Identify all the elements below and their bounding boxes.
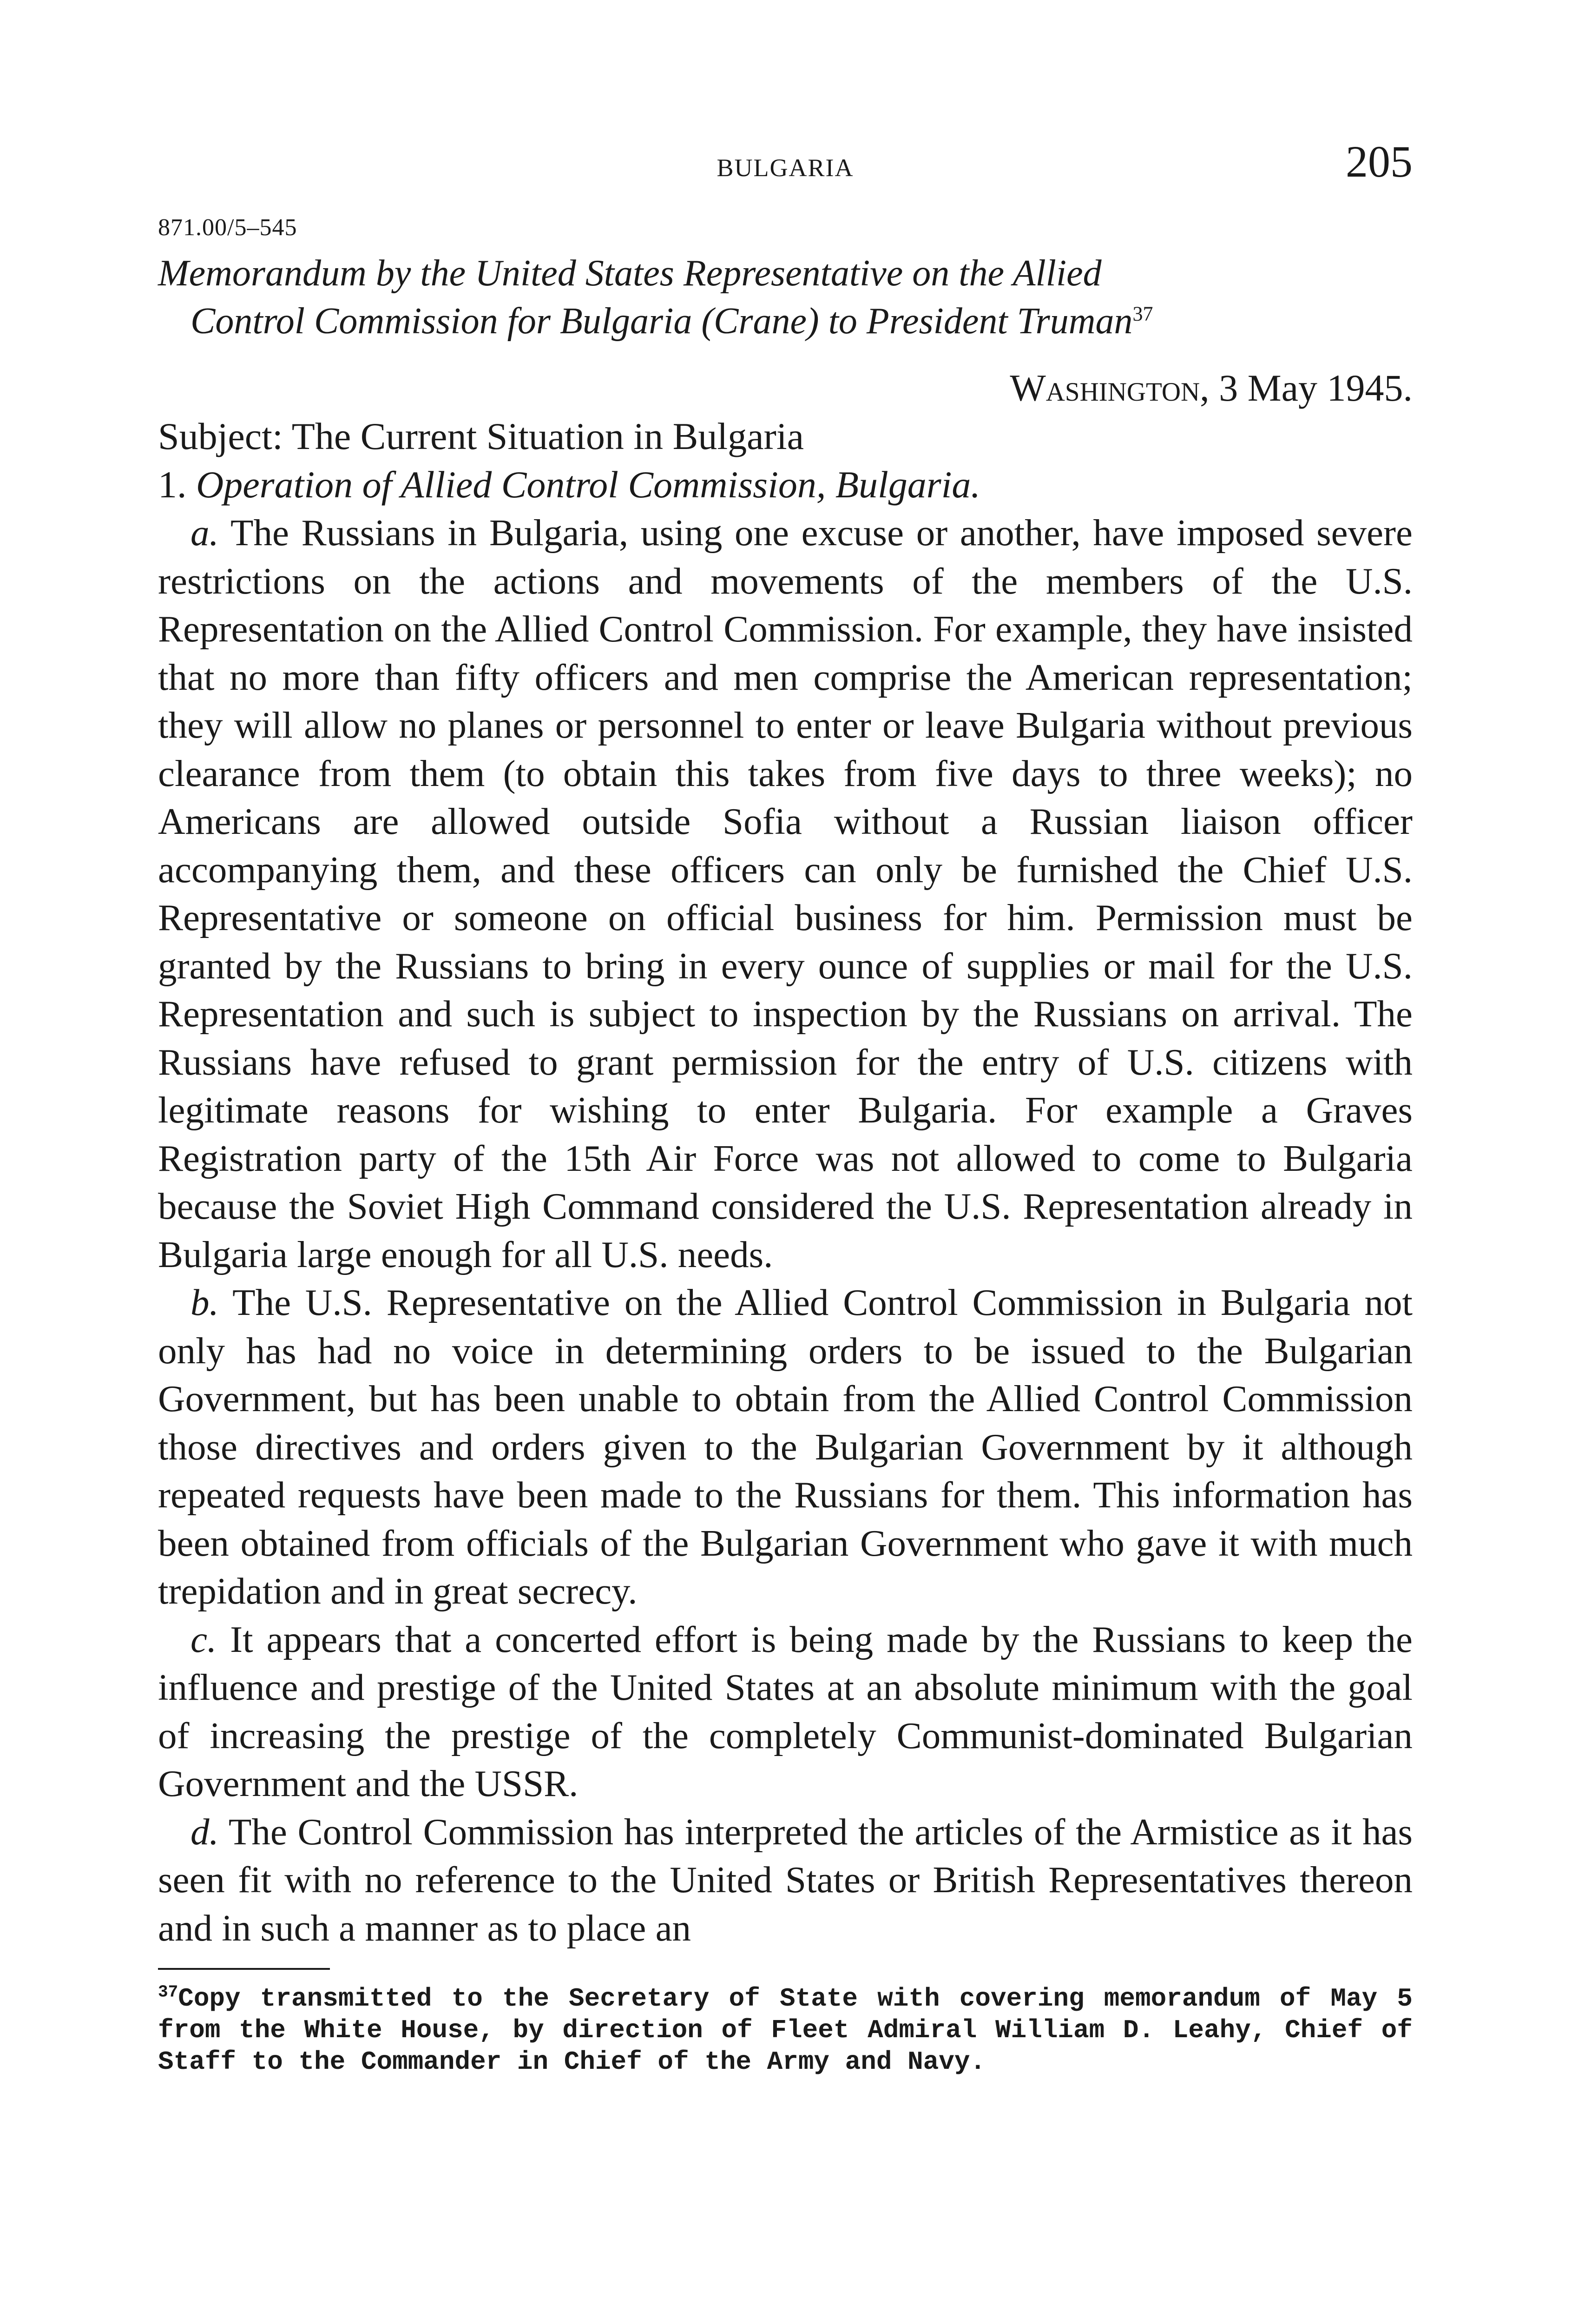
paragraph-a: [158, 509, 1413, 1279]
footnote-divider: [158, 1968, 330, 1970]
paragraph-label: c.: [191, 1618, 217, 1660]
footnote-number: 37: [158, 1982, 178, 2002]
subject-line: Subject: The Current Situation in Bulgaria: [158, 415, 804, 457]
paragraph-text: The U.S. Representative on the Allied Control Commission in Bulgaria not only has had no voice in determining orders to be issued to the Bulgarian Government, but has been unable to obtain from the Allied Control Commission those directives and orders given to the Bulgarian Government by it although repeated requests have been made to the Russians for them. This information has been obtained from officials of the Bulgarian Government who gave it with much trepidation and in great secrecy.: [158, 1281, 1413, 1612]
document-title: [158, 250, 1413, 345]
section-heading: [158, 461, 1413, 509]
paragraph-label: d.: [191, 1810, 219, 1853]
running-title: BULGARIA: [717, 154, 854, 182]
paragraph-text: The Russians in Bulgaria, using one excuse or another, have imposed severe restrictions on the actions and movements of the members of the U.S. Representation on the Allied Control Commission. For example, they have insisted that no more than fifty officers and men comprise the American representation; they will allow no planes or personnel to enter or leave Bulgaria without previous clearance from them (to obtain this takes from five days to three weeks); no Americans are allowed outside Sofia without a Russian liaison officer accompanying them, and these officers can only be furnished the Chief U.S. Representative or someone on official business for him. Permission must be granted by the Russians to bring in every ounce of supplies or mail for the U.S. Representation and such is subject to inspection by the Russians on arrival. The Russians have refused to grant permission for the entry of U.S. citizens with legitimate reasons for wishing to enter Bulgaria. For example a Graves Registration party of the 15th Air Force was not allowed to come to Bulgaria because the Soviet High Command considered the U.S. Representation already in Bulgaria large enough for all U.S. needs.: [158, 512, 1413, 1275]
page-header: [158, 139, 1413, 191]
footnote-text: Copy transmitted to the Secretary of State with covering memorandum of May 5 from the White House, by direction of Fleet Admiral William D. Leahy, Chief of Staff to the Commander in Chief of the Army and Navy.: [158, 1984, 1413, 2077]
dateline: [158, 364, 1413, 412]
section-number: 1.: [158, 463, 187, 506]
file-number: 871.00/5–545: [158, 214, 297, 241]
page-number: 205: [1346, 137, 1413, 186]
paragraph-text: It appears that a concerted effort is being made by the Russians to keep the influence and prestige of the United States at an absolute minimum with the goal of increasing the prestige of the completely Communist-dominated Bulgarian Government and the USSR.: [158, 1618, 1413, 1804]
section-title: Operation of Allied Control Commission, Bulgaria.: [196, 463, 980, 506]
dateline-date: 3 May 1945.: [1219, 367, 1413, 409]
paragraph-label: a.: [191, 512, 219, 554]
paragraph-text: The Control Commission has interpreted the articles of the Armistice as it has seen fit with no reference to the United States or British Representatives thereon and in such a manner as to place an: [158, 1810, 1413, 1949]
memo-body: [158, 509, 1413, 1952]
paragraph-c: [158, 1616, 1413, 1808]
paragraph-b: [158, 1279, 1413, 1616]
title-footnote-ref: 37: [1132, 302, 1153, 325]
paragraph-d: [158, 1808, 1413, 1953]
title-line-1: Memorandum by the United States Representative on the Allied: [158, 253, 1102, 294]
document-page: [158, 139, 1413, 2324]
title-line-2: Control Commission for Bulgaria (Crane) to President Truman: [191, 301, 1133, 342]
footnote: [158, 1983, 1413, 2078]
paragraph-label: b.: [191, 1281, 219, 1323]
dateline-place: Washington,: [1010, 367, 1210, 409]
